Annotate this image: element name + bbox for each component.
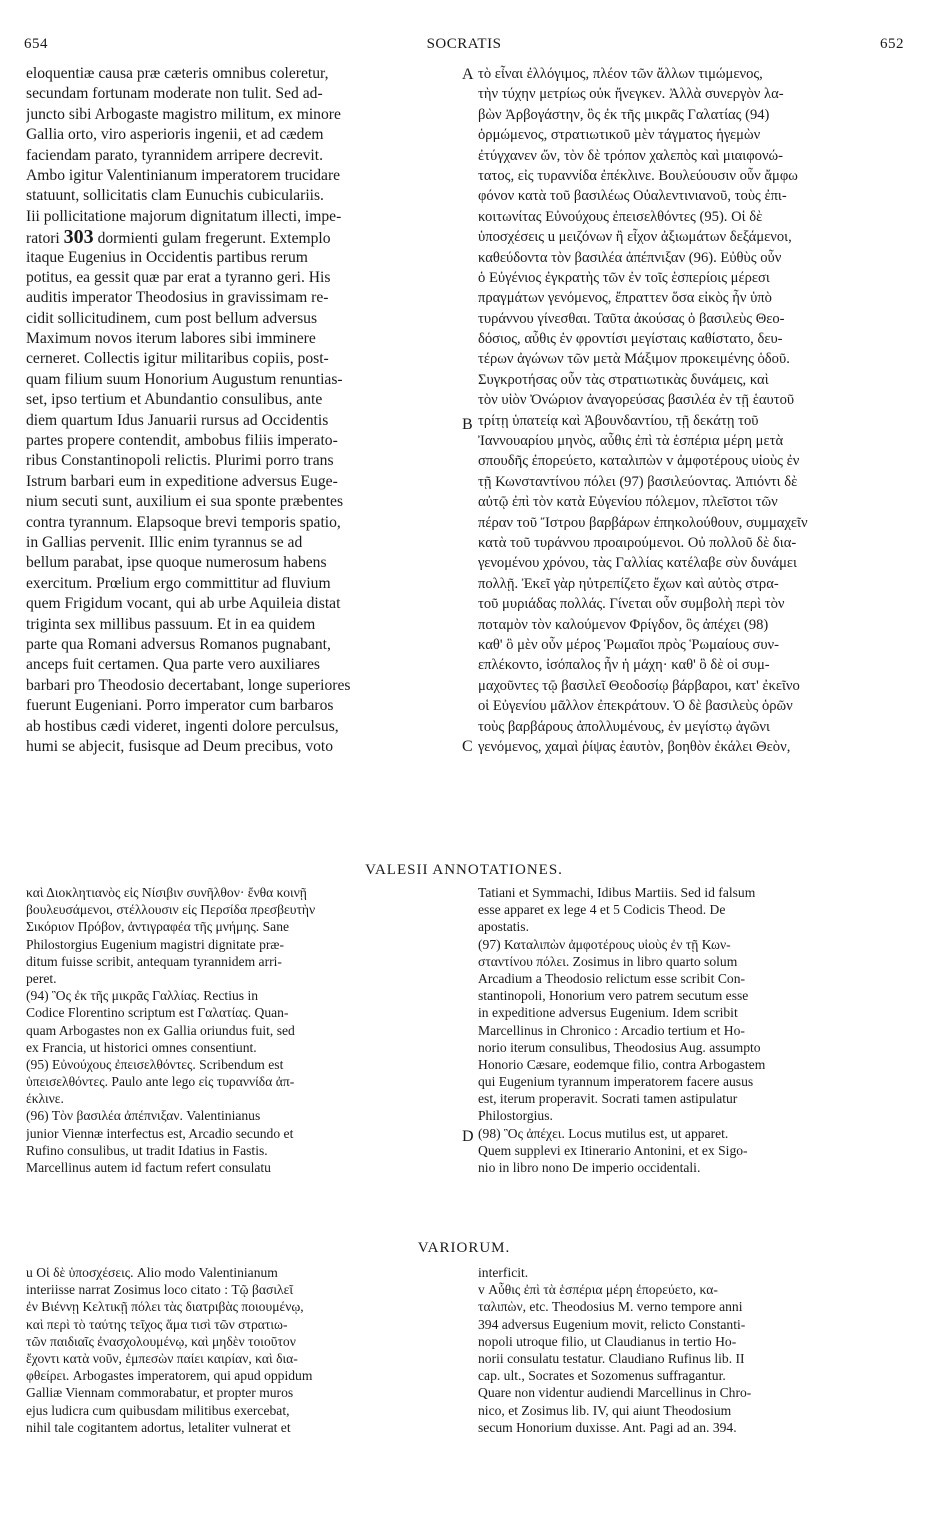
- text-line: ταλιπὼν, etc. Theodosius M. verno tempore anni: [478, 1299, 743, 1315]
- text-line: peret.: [26, 970, 57, 986]
- text-line: interficit.: [478, 1265, 529, 1280]
- text-line: Honorio Cæsare, eodemque filio, contra Arbogastem: [478, 1056, 766, 1072]
- text-line: ὁρμώμενος, στρατιωτικοῦ μὲν τάγματος ἡγεμὼν: [478, 127, 761, 144]
- text-line: u Οἱ δὲ ὑποσχέσεις. Alio modo Valentinianum: [26, 1265, 278, 1280]
- text-line: καθ' ὃ μὲν οὖν μέρος Ῥωμαῖοι πρὸς Ῥωμαίους συν-: [478, 636, 780, 653]
- text-line: σπουδῆς ἐπορεύετο, καταλιπὼν v ἀμφοτέρους υἱοὺς ἐν: [478, 453, 800, 470]
- text-line: nium secuti sunt, auxilium ei sua sponte præbentes: [26, 493, 344, 511]
- text-line: τρίτῃ ὑπατείᾳ καὶ Ἀβουνδαντίου, τῇ δεκάτῃ τοῦ: [478, 412, 759, 429]
- text-line: ribus Constantinopoli relictis. Plurimi porro trans: [26, 452, 334, 470]
- text-line: τατος, εἰς τυραννίδα ἐπέκλινε. Βουλεύουσιν οὖν ἄμφω: [478, 167, 798, 184]
- text-line: ὑπεισελθόντες. Paulo ante lego εἰς τυραννίδα ἀπ-: [26, 1074, 295, 1090]
- text-line: ἔχοντι κατὰ νοῦν, ἐμπεσὼν παίει καιρίαν, καὶ δια-: [26, 1350, 298, 1366]
- text-line: est, iterum properavit. Socrati tamen astipulatur: [478, 1091, 738, 1107]
- text-line: statuunt, sollicitatis clam Eunuchis cubiculariis.: [26, 187, 324, 205]
- text-line: quam Arbogastes non ex Gallia oriundus fuit, sed: [26, 1022, 295, 1038]
- text-line: τὸ εἶναι ἐλλόγιμος, πλέον τῶν ἄλλων τιμώμενος,: [478, 66, 763, 82]
- text-line: τὸν υἱὸν Ὀνώριον ἀναγορεύσας βασιλέα ἐν τῇ ἑαυτοῦ: [478, 392, 795, 409]
- variorum-right-notes: [478, 1264, 906, 1436]
- text-line: humi se abjecit, fusisque ad Deum precibus, voto: [26, 737, 334, 755]
- text-line: apostatis.: [478, 919, 529, 935]
- text-line: in expeditione adversus Eugenium. Idem scribit: [478, 1005, 738, 1021]
- margin-letter-a: A: [462, 66, 474, 83]
- text-line: επλέκοντο, ἰσόπαλος ἦν ἡ μάχη· καθ' ὃ δὲ οἱ συμ-: [478, 657, 770, 674]
- text-line: junior Viennæ interfectus est, Arcadio secundo et: [26, 1125, 294, 1141]
- text-line: esse apparet ex lege 4 et 5 Codicis Theod. De: [478, 902, 726, 918]
- text-line: τοὺς βαρβάρους ἀπολλυμένους, ἐν μεγίστῳ ἀγῶνι: [478, 718, 770, 735]
- text-line: Ἰαννουαρίου μηνὸς, αὖθις ἐπὶ τὰ ἑσπέρια μέρη μετὰ: [478, 433, 784, 450]
- text-line: nico, et Zosimus lib. IV, qui aiunt Theodosium: [478, 1402, 732, 1418]
- text-line: μαχοῦντες τῷ βασιλεῖ Θεοδοσίῳ βάρβαροι, κατ' ἐκεῖνο: [478, 677, 800, 694]
- text-line: ὁ Εὐγένιος ἐγκρατὴς τῶν ἐν τοῖς ἑσπερίοις μέρεσι: [478, 269, 770, 286]
- text-line: set, ipso tertium et Abundantio consulibus, ante: [26, 391, 323, 409]
- text-line: norii consulatu testatur. Claudiano Rufinus lib. II: [478, 1350, 745, 1366]
- margin-letter-c: C: [462, 738, 473, 755]
- text-line: γενόμενος, χαμαὶ ῥίψας ἑαυτὸν, βοηθὸν ἐκάλει Θεὸν,: [478, 738, 791, 755]
- text-line: βουλευσάμενοι, στέλλουσιν εἰς Περσίδα πρεσβευτὴν: [26, 902, 316, 918]
- text-line: (96) Τὸν βασιλέα ἀπέπνιξαν. Valentinianus: [26, 1108, 261, 1124]
- text-line: τῶν παιδιαῖς ἐνασχολουμένῳ, καὶ μηδὲν τοιοῦτον: [26, 1333, 296, 1349]
- text-line: τέρων ἀγώνων τῶν μετὰ Μάξιμον προκειμένης ὁδοῦ.: [478, 351, 790, 368]
- running-title: SOCRATIS: [426, 36, 502, 52]
- text-line: potitus, ea gessit quæ par erat a tyranno geri. His: [26, 268, 331, 286]
- text-line: Marcellinus autem id factum refert consulatu: [26, 1160, 271, 1175]
- text-line: cap. ult., Socrates et Sozomenus suffragantur.: [478, 1368, 726, 1384]
- text-line: (94) Ὃς ἐκ τῆς μικρᾶς Γαλλίας. Rectius in: [26, 988, 259, 1004]
- margin-letter-b: B: [462, 416, 473, 433]
- text-line: ἐν Βιέννῃ Κελτικῇ πόλει τὰς διατριβὰς ποιουμένῳ,: [26, 1299, 304, 1315]
- text-line: cerneret. Collectis igitur militaribus copiis, post-: [26, 350, 329, 368]
- text-line: triginta sex millibus passuum. Et in ea quidem: [26, 615, 316, 633]
- text-line: eloquentiæ causa præ cæteris omnibus coleretur,: [26, 65, 329, 82]
- text-line: Marcellinus in Chronico : Arcadio tertium et Ho-: [478, 1022, 745, 1038]
- text-line: (97) Καταλιπὼν ἀμφοτέρους υἱοὺς ἐν τῇ Κων-: [478, 936, 731, 952]
- text-line: Philostorgius.: [478, 1108, 553, 1124]
- big-page-marker: 303: [63, 227, 94, 248]
- text-line: contra tyrannum. Elapsoque brevi temporis spatio,: [26, 513, 341, 531]
- valesii-heading: VALESII ANNOTATIONES.: [365, 862, 563, 878]
- text-line: parte qua Romani adversus Romanos pugnabant,: [26, 635, 331, 653]
- text-line: fuerunt Eugeniani. Porro imperator cum barbaros: [26, 697, 334, 715]
- text-line: ἐτύγχανεν ὤν, τὸν δὲ τρόπον χαλεπὸς καὶ μιαιφονώ-: [478, 147, 784, 164]
- text-line: norio iterum consulibus, Theodosius Aug. assumpto: [478, 1039, 761, 1055]
- text-line: τῇ Κωνσταντίνου πόλει (97) βασιλεύοντας. Ἀπιόντι δὲ: [478, 473, 798, 490]
- text-line: auditis imperator Theodosius in gravissimam re-: [26, 289, 329, 307]
- text-line: κατὰ τοῦ τυράννου προαιρούμενοι. Οὐ πολλοῦ δὲ δια-: [478, 534, 797, 551]
- valesii-left-notes: [26, 884, 456, 1176]
- text-line: nio in libro nono De imperio occidentali.: [478, 1160, 701, 1175]
- text-line: nihil tale cogitantem adortus, letaliter vulnerat et: [26, 1419, 291, 1435]
- text-line: v Αὖθις ἐπὶ τὰ ἑσπέρια μέρη ἐπορεύετο, κα-: [478, 1282, 718, 1298]
- text-line: καὶ Διοκλητιανὸς εἰς Νίσιβιν συνῆλθον· ἔνθα κοινῇ: [26, 885, 307, 900]
- text-line: barbari pro Theodosio decertabant, longe superiores: [26, 676, 351, 694]
- text-line: Arcadium a Theodosio relictum esse scribit Con-: [478, 970, 746, 986]
- text-line: ejus ludicra cum quibusdam militibus exercebat,: [26, 1402, 290, 1418]
- page-header: [24, 36, 904, 56]
- text-line: Ambo igitur Valentinianum imperatorem trucidare: [26, 166, 341, 184]
- text-line: [26, 227, 456, 247]
- text-line: quem Frigidum vocant, qui ab urbe Aquileia distat: [26, 595, 341, 613]
- text-line: ὑποσχέσεις u μειζόνων ἢ εἶχον ἀξιωμάτων δεξάμενοι,: [478, 229, 792, 246]
- text-line: κοιτωνίτας Εὐνούχους ἐπεισελθόντες (95). Οἱ δὲ: [478, 208, 763, 225]
- text-line: Συγκροτήσας οὖν τὰς στρατιωτικὰς δυνάμεις, καὶ: [478, 371, 769, 388]
- right-page-number: 652: [880, 36, 904, 52]
- text-line: φθείρει. Arbogastes imperatorem, qui apud oppidum: [26, 1368, 313, 1384]
- text-line: Quem supplevi ex Itinerario Antonini, et ex Sigo-: [478, 1142, 748, 1158]
- text-line: Maximum novos iterum labores sibi imminere: [26, 330, 316, 348]
- text-line: secum Honorium duxisse. Ant. Pagi ad an. 394.: [478, 1419, 737, 1435]
- left-page-number: 654: [24, 36, 48, 52]
- variorum-heading: VARIORUM.: [417, 1240, 511, 1256]
- text-segment: ratori: [26, 230, 64, 248]
- text-line: Iii pollicitatione majorum dignitatum illecti, impe-: [26, 207, 342, 225]
- text-line: οἱ Εὐγενίου μᾶλλον ἐπεκράτουν. Ὁ δὲ βασιλεὺς ὁρῶν: [478, 698, 793, 715]
- text-line: (98) Ὃς ἀπέχει. Locus mutilus est, ut apparet.: [478, 1125, 729, 1141]
- valesii-right-notes: [478, 884, 906, 1176]
- text-line: Gallia orto, viro asperioris ingenii, et ad cædem: [26, 126, 324, 144]
- text-line: ποταμὸν τὸν καλούμενον Φρίγδον, ὃς ἀπέχει (98): [478, 616, 769, 633]
- text-line: faciendam parato, tyrannidem arripere decrevit.: [26, 146, 323, 164]
- text-line: Rufino consulibus, ut tradit Idatius in Fastis.: [26, 1142, 268, 1158]
- margin-letter-d: D: [462, 1128, 474, 1145]
- text-line: anceps fuit certamen. Qua parte vero auxiliares: [26, 656, 320, 674]
- text-line: (95) Εὐνούχους ἐπεισελθόντες. Scribendum est: [26, 1056, 284, 1072]
- text-line: σταντίνου πόλει. Zosimus in libro quarto solum: [478, 953, 738, 969]
- text-line: bellum parabat, ipse quoque numerosum habens: [26, 554, 327, 572]
- text-line: αὐτῷ ἐπὶ τὸν κατὰ Εὐγενίου πόλεμον, πλεῖστοι τῶν: [478, 494, 778, 511]
- text-line: itaque Eugenius in Occidentis partibus rerum: [26, 248, 308, 266]
- text-line: Galliæ Viennam commorabatur, et propter muros: [26, 1385, 294, 1401]
- text-line: juncto sibi Arbogaste magistro militum, ex minore: [26, 105, 341, 123]
- variorum-left-notes: [26, 1264, 456, 1436]
- text-line: τυράννου γίνεσθαι. Ταῦτα ἀκούσας ὁ βασιλεὺς Θεο-: [478, 310, 785, 327]
- text-line: πολλῇ. Ἐκεῖ γὰρ ηὐτρεπίζετο ἔχων καὶ αὐτὸς στρα-: [478, 575, 779, 592]
- latin-column: [26, 64, 456, 757]
- text-line: ab hostibus cædi videret, ingenti dolore perculsus,: [26, 717, 339, 735]
- text-line: καθεύδοντα τὸν βασιλέα ἀπέπνιξαν (96). Εὐθὺς οὖν: [478, 249, 782, 266]
- text-line: 394 adversus Eugenium movit, relicto Constanti-: [478, 1316, 746, 1332]
- text-line: qui Eugenium tyrannum imperatorem facere ausus: [478, 1074, 754, 1090]
- text-line: interiisse narrat Zosimus loco citato : Τῷ βασιλεῖ: [26, 1282, 293, 1298]
- text-line: έκλινε.: [26, 1091, 64, 1107]
- text-line: stantinopoli, Honorium vero patrem secutum esse: [478, 988, 749, 1004]
- text-line: diem quartum Idus Januarii rursus ad Occidentis: [26, 411, 329, 429]
- text-line: Σικόριον Πρόβον, ἀντιγραφέα τῆς μνήμης. Sane: [26, 919, 290, 935]
- text-line: secundam fortunam moderate non tulit. Sed ad-: [26, 85, 323, 103]
- greek-column: [478, 64, 904, 757]
- text-line: πραγμάτων γενόμενος, ἔπραττεν ὅσα εἰκὸς ἦν ὑπὸ: [478, 290, 772, 307]
- text-segment: dormienti gulam fregerunt. Extemplo: [93, 230, 331, 248]
- text-line: cidit sollicitudinem, cum post bellum adversus: [26, 309, 318, 327]
- text-line: φόνον κατὰ τοῦ βασιλέως Οὐαλεντινιανοῦ, τοὺς ἐπι-: [478, 188, 787, 205]
- text-line: τοῦ μυριάδας πολλάς. Γίνεται οὖν συμβολὴ περὶ τὸν: [478, 596, 785, 613]
- text-line: exercitum. Prœlium ergo committitur ad fluvium: [26, 574, 331, 592]
- text-line: Quare non videntur audiendi Marcellinus in Chro-: [478, 1385, 752, 1401]
- text-line: nopoli utroque filio, ut Claudianus in tertio Ho-: [478, 1333, 737, 1349]
- text-line: in Gallias pervenit. Illic enim tyrannus se ad: [26, 533, 303, 551]
- text-line: πέραν τοῦ Ἴστρου βαρβάρων ἐπηκολούθουν, συμμαχεῖν: [478, 514, 808, 531]
- text-line: γενομένου χρόνου, τὰς Γαλλίας κατέλαβε σὺν δυνάμει: [478, 555, 797, 572]
- text-line: partes propere contendit, ambobus filiis imperato-: [26, 432, 338, 450]
- text-line: Tatiani et Symmachi, Idibus Martiis. Sed id falsum: [478, 885, 756, 900]
- text-line: καὶ περὶ τὸ ταύτης τεῖχος ἅμα τισὶ τῶν στρατιω-: [26, 1316, 288, 1332]
- text-line: Istrum barbari eum in expeditione adversus Euge-: [26, 472, 338, 490]
- text-line: ditum fuisse scribit, antequam tyrannidem arri-: [26, 953, 282, 969]
- text-line: ex Francia, ut historici omnes consentiunt.: [26, 1039, 257, 1055]
- text-line: δόσιος, αὖθις ἐν φροντίσι μεγίσταις καθίστατο, δευ-: [478, 331, 783, 348]
- text-line: τὴν τύχην μετρίως οὐκ ἤνεγκεν. Ἀλλὰ συνεργὸν λα-: [478, 86, 784, 103]
- text-line: quam filium suum Honorium Augustum renuntias-: [26, 370, 343, 388]
- text-line: Philostorgius Eugenium magistri dignitate præ-: [26, 936, 285, 952]
- text-line: βὼν Ἀρβογάστην, ὃς ἐκ τῆς μικρᾶς Γαλατίας (94): [478, 106, 770, 123]
- text-line: Codice Florentino scriptum est Γαλατίας. Quan-: [26, 1005, 289, 1021]
